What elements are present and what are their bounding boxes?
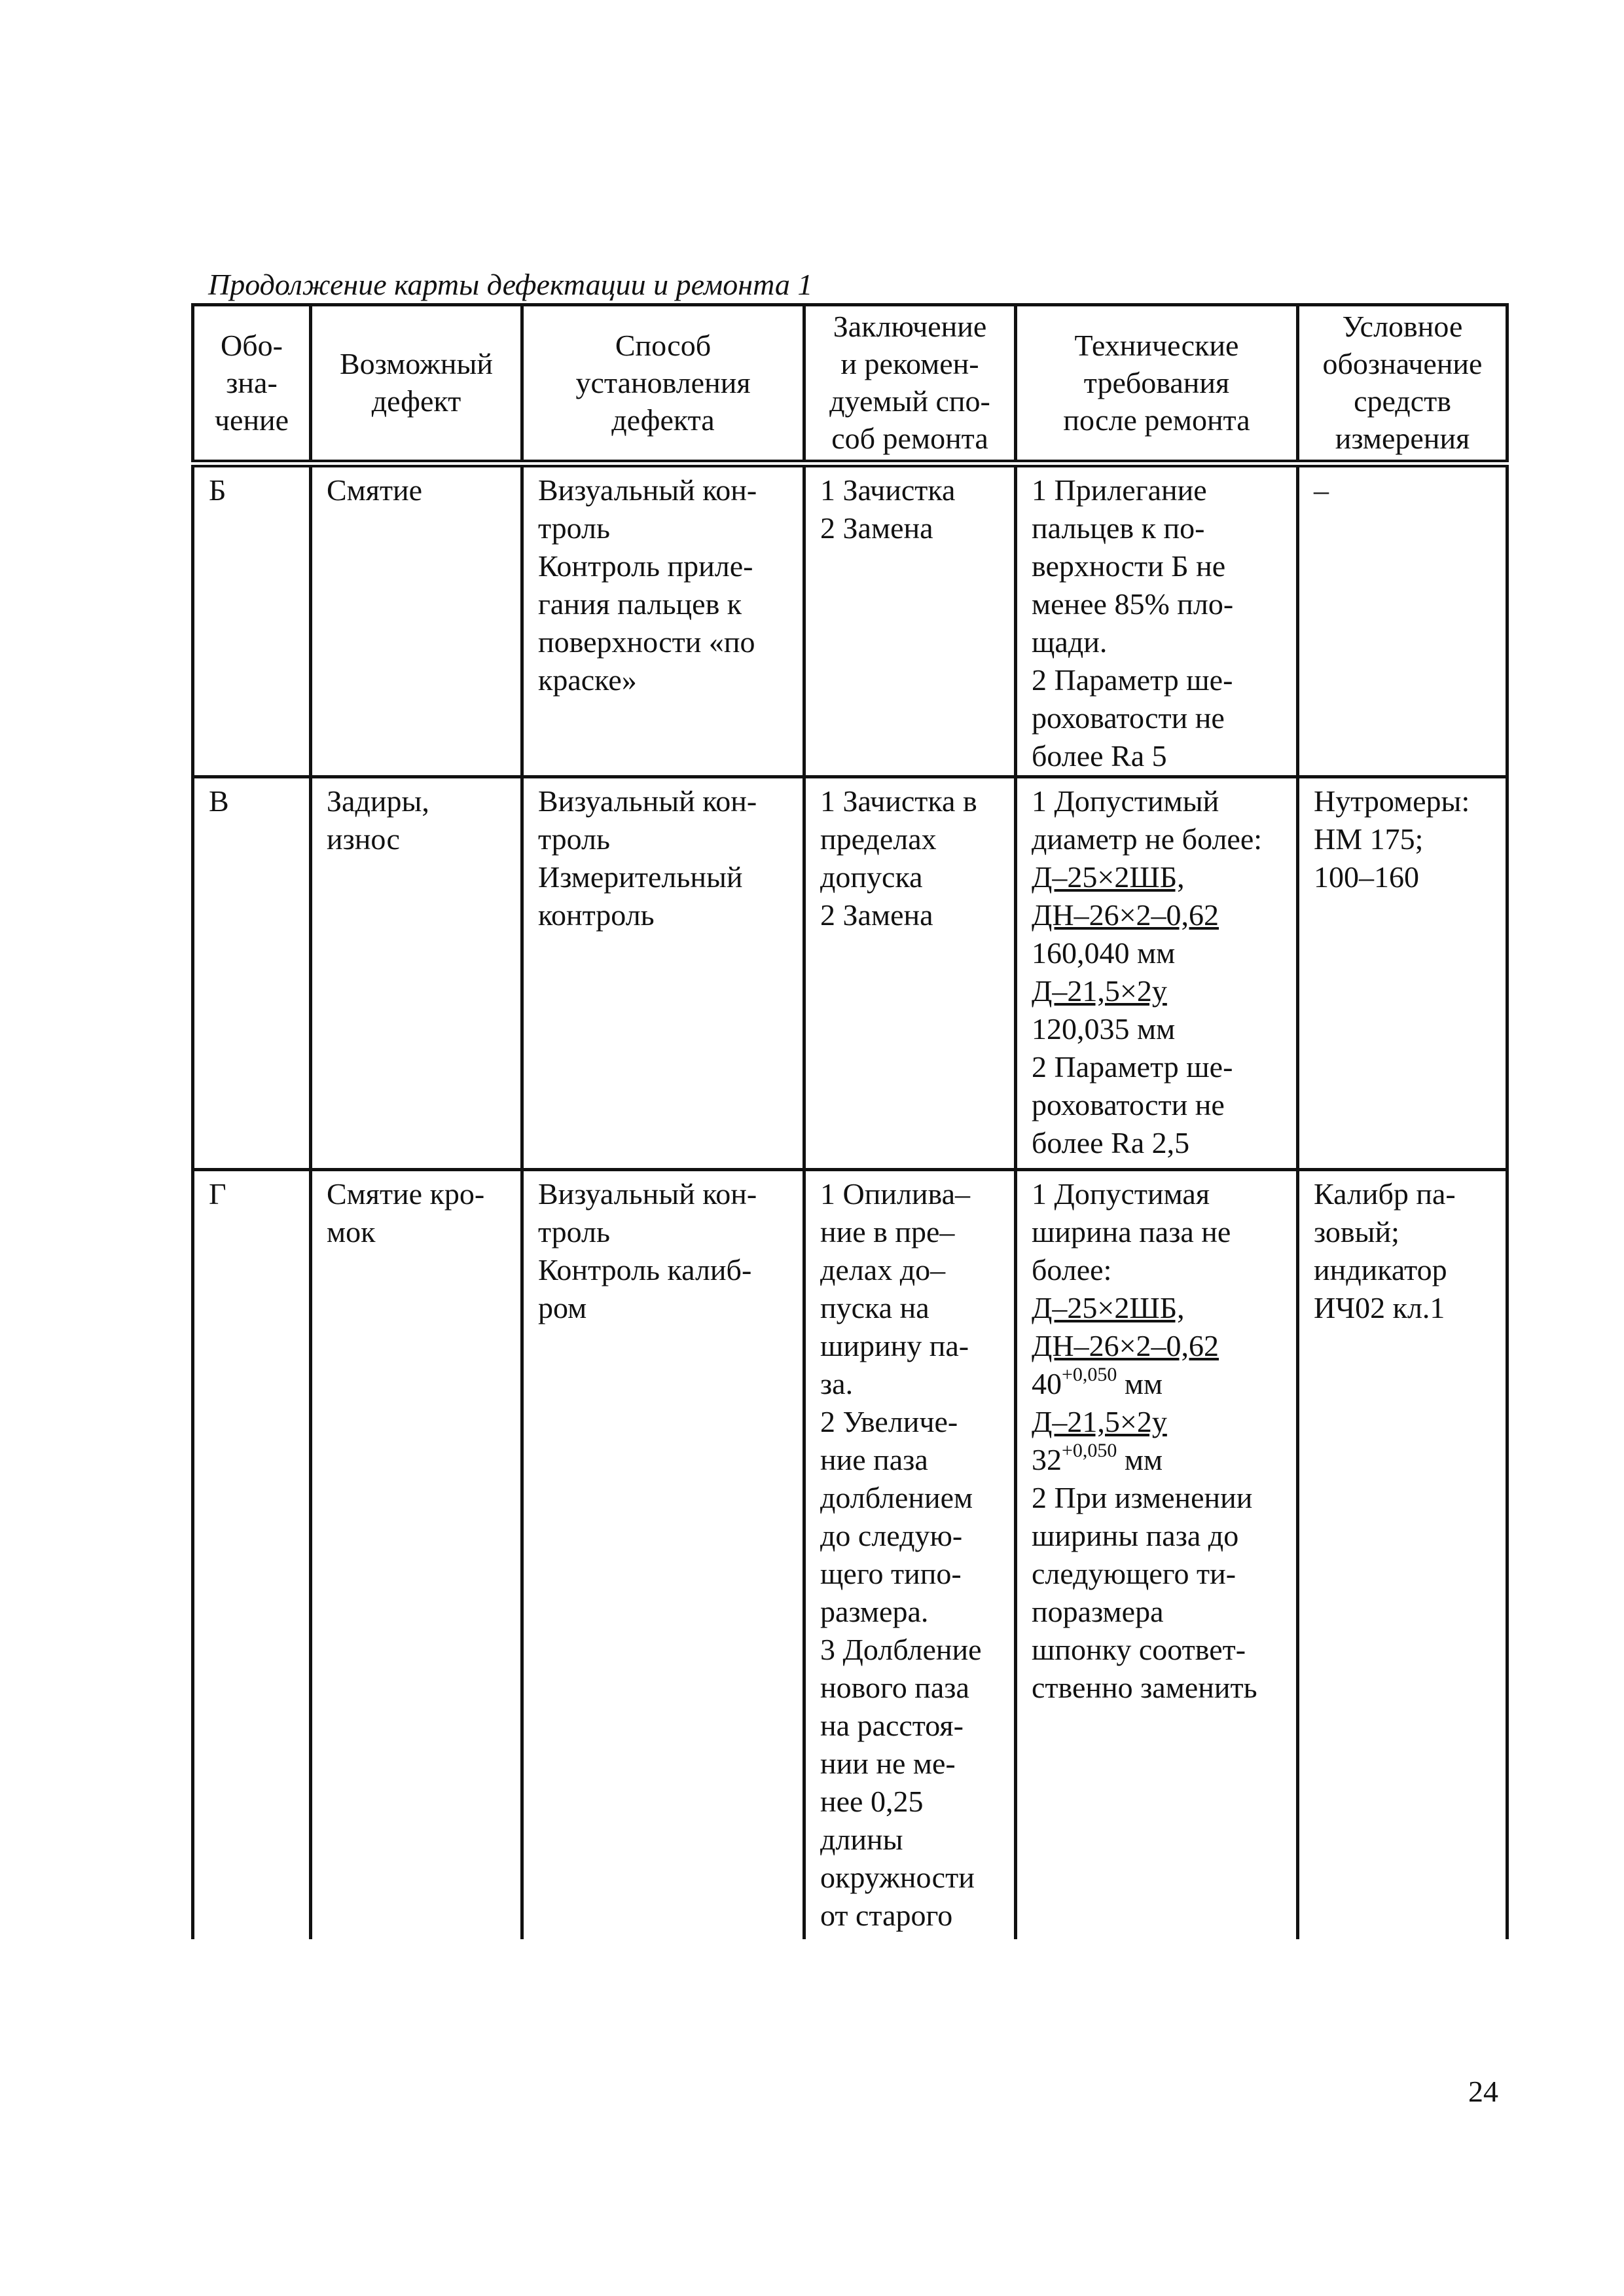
page-number: 24 (1468, 2075, 1498, 2108)
header-measurement-tools: Условное обозначение средств измерения (1298, 305, 1507, 464)
cell-requirements: 1 Допустимая ширина паза не более: Д–25×2ШБ, ДН–26×2–0,62 $40^{+0,050}$ мм Д–21,5×2у $32^{+0,050}$ мм 2 При изменении ширины паза до следующего ти- поразмера шпонку соответ- ственно заменить (1016, 1170, 1298, 1939)
cell-defect: Смятие кро- мок (311, 1170, 522, 1939)
cell-defect: Смятие (311, 464, 522, 777)
header-designation: Обо- зна- чение (193, 305, 311, 464)
cell-instruments: Калибр па- зовый; индикатор ИЧ02 кл.1 (1298, 1170, 1507, 1939)
cell-designation: Г (193, 1170, 311, 1939)
cell-requirements: 1 Допустимый диаметр не более: Д–25×2ШБ, ДН–26×2–0,62 160,040 мм Д–21,5×2у 120,035 мм 2 Параметр ше- роховатости не более Ra 2,5 (1016, 777, 1298, 1170)
cell-instruments: Нутромеры: НМ 175; 100–160 (1298, 777, 1507, 1170)
table-row (193, 1170, 1507, 1939)
cell-conclusion: 1 Опилива– ние в пре– делах до– пуска на ширину па- за. 2 Увеличе- ние паза долблением до следую- щего типо- размера. 3 Долбление нового паза на расстоя- нии не ме- нее 0,25 длины окружности от старого (804, 1170, 1016, 1939)
defect-repair-table (191, 303, 1509, 1939)
cell-designation: В (193, 777, 311, 1170)
cell-method: Визуальный кон- троль Контроль калиб- ром (522, 1170, 804, 1939)
table-caption: Продолжение карты дефектации и ремонта 1 (208, 268, 813, 301)
cell-designation: Б (193, 464, 311, 777)
cell-method: Визуальный кон- троль Контроль приле- гания пальцев к поверхности «по краске» (522, 464, 804, 777)
cell-conclusion: 1 Зачистка в пределах допуска 2 Замена (804, 777, 1016, 1170)
cell-method: Визуальный кон- троль Измерительный контроль (522, 777, 804, 1170)
header-technical-requirements: Технические требования после ремонта (1016, 305, 1298, 464)
cell-defect: Задиры, износ (311, 777, 522, 1170)
cell-requirements: 1 Прилегание пальцев к по- верхности Б не менее 85% пло- щади. 2 Параметр ше- роховатости не более Ra 5 (1016, 464, 1298, 777)
cell-instruments: – (1298, 464, 1507, 777)
width-tolerance-1: $40^{+0,050}$ мм (1032, 1364, 1163, 1400)
table-row (193, 777, 1507, 1170)
defect-repair-table-container (191, 303, 1506, 1932)
header-conclusion: Заключение и рекомен- дуемый спо- соб ремонта (804, 305, 1016, 464)
header-possible-defect: Возможный дефект (311, 305, 522, 464)
cell-conclusion: 1 Зачистка 2 Замена (804, 464, 1016, 777)
width-tolerance-2: $32^{+0,050}$ мм (1032, 1440, 1163, 1476)
header-detection-method: Способ установления дефекта (522, 305, 804, 464)
table-header-row (193, 305, 1507, 464)
table-row (193, 464, 1507, 777)
